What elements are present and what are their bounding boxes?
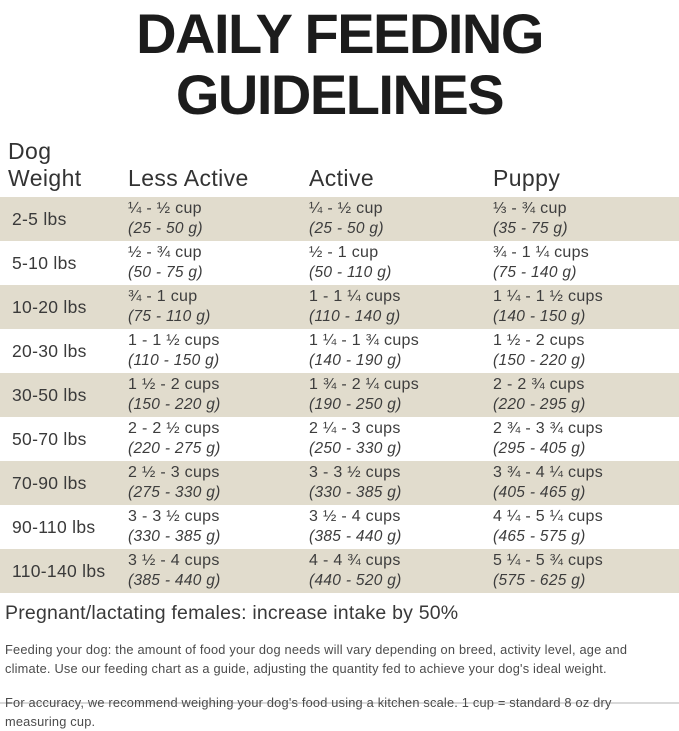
less-active-cups: ¼ - ½ cup	[128, 200, 202, 217]
header-puppy: Puppy	[493, 165, 561, 191]
puppy-cups: 1 ¼ - 1 ½ cups	[493, 288, 604, 305]
weight-cell: 5-10 lbs	[12, 252, 77, 273]
active-cell	[299, 331, 483, 371]
table-row	[0, 285, 679, 329]
puppy-cell	[483, 375, 679, 415]
less-active-cell	[118, 199, 299, 239]
active-cups: 3 - 3 ½ cups	[309, 464, 401, 481]
active-cell	[299, 243, 483, 283]
puppy-cell	[483, 463, 679, 503]
active-cell	[299, 507, 483, 547]
table-row	[0, 461, 679, 505]
active-cups: 1 - 1 ¼ cups	[309, 288, 401, 305]
weight-cell: 70-90 lbs	[12, 472, 87, 493]
page-title-line1: DAILY FEEDING	[136, 2, 543, 65]
header-active: Active	[309, 165, 375, 191]
active-grams: (250 - 330 g)	[309, 440, 402, 457]
puppy-cups: 2 - 2 ¾ cups	[493, 376, 585, 393]
less-active-cups: 2 ½ - 3 cups	[128, 464, 220, 481]
puppy-cell	[483, 199, 679, 239]
active-cell	[299, 375, 483, 415]
less-active-cell	[118, 463, 299, 503]
accuracy-note: For accuracy, we recommend weighing your dog's food using a kitchen scale. 1 cup = standard 8 oz dry measuring cup.	[5, 695, 612, 729]
less-active-grams: (25 - 50 g)	[128, 220, 203, 237]
feeding-note: Feeding your dog: the amount of food your dog needs will vary depending on breed, activity level, age and climate. Use our feeding chart as a guide, adjusting the quantity fed to achieve your dog's ideal weight.	[5, 642, 628, 676]
active-grams: (190 - 250 g)	[309, 396, 402, 413]
less-active-cell	[118, 331, 299, 371]
active-cups: 1 ¾ - 2 ¼ cups	[309, 376, 420, 393]
active-grams: (440 - 520 g)	[309, 572, 402, 589]
less-active-cups: 3 - 3 ½ cups	[128, 508, 220, 525]
less-active-cups: ¾ - 1 cup	[128, 288, 198, 305]
table-row	[0, 373, 679, 417]
puppy-cups: 4 ¼ - 5 ¼ cups	[493, 508, 604, 525]
less-active-grams: (75 - 110 g)	[128, 308, 211, 325]
active-grams: (140 - 190 g)	[309, 352, 402, 369]
less-active-grams: (110 - 150 g)	[128, 352, 220, 369]
less-active-grams: (330 - 385 g)	[128, 528, 221, 545]
active-cell	[299, 287, 483, 327]
active-cups: ¼ - ½ cup	[309, 200, 383, 217]
active-cups: 2 ¼ - 3 cups	[309, 420, 401, 437]
less-active-cell	[118, 243, 299, 283]
weight-cell: 110-140 lbs	[12, 560, 106, 581]
less-active-cups: ½ - ¾ cup	[128, 244, 202, 261]
table-row	[0, 329, 679, 373]
less-active-cell	[118, 419, 299, 459]
less-active-cell	[118, 375, 299, 415]
less-active-grams: (220 - 275 g)	[128, 440, 221, 457]
puppy-cups: 3 ¾ - 4 ¼ cups	[493, 464, 604, 481]
table-row	[0, 241, 679, 285]
table-header-row	[0, 138, 679, 197]
less-active-cell	[118, 551, 299, 591]
puppy-cell	[483, 507, 679, 547]
active-grams: (330 - 385 g)	[309, 484, 402, 501]
puppy-grams: (35 - 75 g)	[493, 220, 568, 237]
weight-cell: 30-50 lbs	[12, 384, 87, 405]
weight-cell: 50-70 lbs	[12, 428, 87, 449]
table-row	[0, 549, 679, 593]
less-active-cups: 1 ½ - 2 cups	[128, 376, 220, 393]
feeding-table-body	[0, 197, 679, 593]
less-active-grams: (150 - 220 g)	[128, 396, 221, 413]
less-active-grams: (50 - 75 g)	[128, 264, 203, 281]
puppy-cups: ⅓ - ¾ cup	[493, 200, 567, 217]
puppy-cell	[483, 419, 679, 459]
page-title-line2: GUIDELINES	[175, 63, 504, 126]
less-active-grams: (385 - 440 g)	[128, 572, 221, 589]
active-grams: (110 - 140 g)	[309, 308, 401, 325]
less-active-cell	[118, 287, 299, 327]
page-title	[0, 0, 679, 125]
puppy-cell	[483, 551, 679, 591]
active-cell	[299, 199, 483, 239]
puppy-grams: (75 - 140 g)	[493, 264, 577, 281]
puppy-cups: 2 ¾ - 3 ¾ cups	[493, 420, 604, 437]
puppy-grams: (150 - 220 g)	[493, 352, 586, 369]
puppy-grams: (295 - 405 g)	[493, 440, 586, 457]
header-dog-weight: Dog Weight	[8, 138, 82, 191]
active-grams: (50 - 110 g)	[309, 264, 392, 281]
puppy-cups: 5 ¼ - 5 ¾ cups	[493, 552, 604, 569]
table-row	[0, 197, 679, 241]
less-active-cups: 3 ½ - 4 cups	[128, 552, 220, 569]
puppy-cups: ¾ - 1 ¼ cups	[493, 244, 590, 261]
header-less-active: Less Active	[128, 165, 249, 191]
pregnant-note: Pregnant/lactating females: increase intake by 50%	[5, 602, 459, 624]
puppy-cell	[483, 331, 679, 371]
puppy-grams: (575 - 625 g)	[493, 572, 586, 589]
active-cups: 4 - 4 ¾ cups	[309, 552, 401, 569]
less-active-grams: (275 - 330 g)	[128, 484, 221, 501]
active-grams: (385 - 440 g)	[309, 528, 402, 545]
puppy-grams: (465 - 575 g)	[493, 528, 586, 545]
less-active-cups: 1 - 1 ½ cups	[128, 332, 220, 349]
weight-cell: 20-30 lbs	[12, 340, 87, 361]
puppy-grams: (220 - 295 g)	[493, 396, 586, 413]
less-active-cups: 2 - 2 ½ cups	[128, 420, 220, 437]
active-cell	[299, 551, 483, 591]
puppy-cell	[483, 243, 679, 283]
active-grams: (25 - 50 g)	[309, 220, 384, 237]
weight-cell: 90-110 lbs	[12, 516, 96, 537]
active-cell	[299, 463, 483, 503]
table-row	[0, 505, 679, 549]
weight-cell: 10-20 lbs	[12, 296, 87, 317]
weight-cell: 2-5 lbs	[12, 208, 67, 229]
active-cups: 1 ¼ - 1 ¾ cups	[309, 332, 420, 349]
active-cell	[299, 419, 483, 459]
puppy-grams: (405 - 465 g)	[493, 484, 586, 501]
puppy-grams: (140 - 150 g)	[493, 308, 586, 325]
active-cups: ½ - 1 cup	[309, 244, 379, 261]
table-row	[0, 417, 679, 461]
active-cups: 3 ½ - 4 cups	[309, 508, 401, 525]
puppy-cell	[483, 287, 679, 327]
puppy-cups: 1 ½ - 2 cups	[493, 332, 585, 349]
less-active-cell	[118, 507, 299, 547]
